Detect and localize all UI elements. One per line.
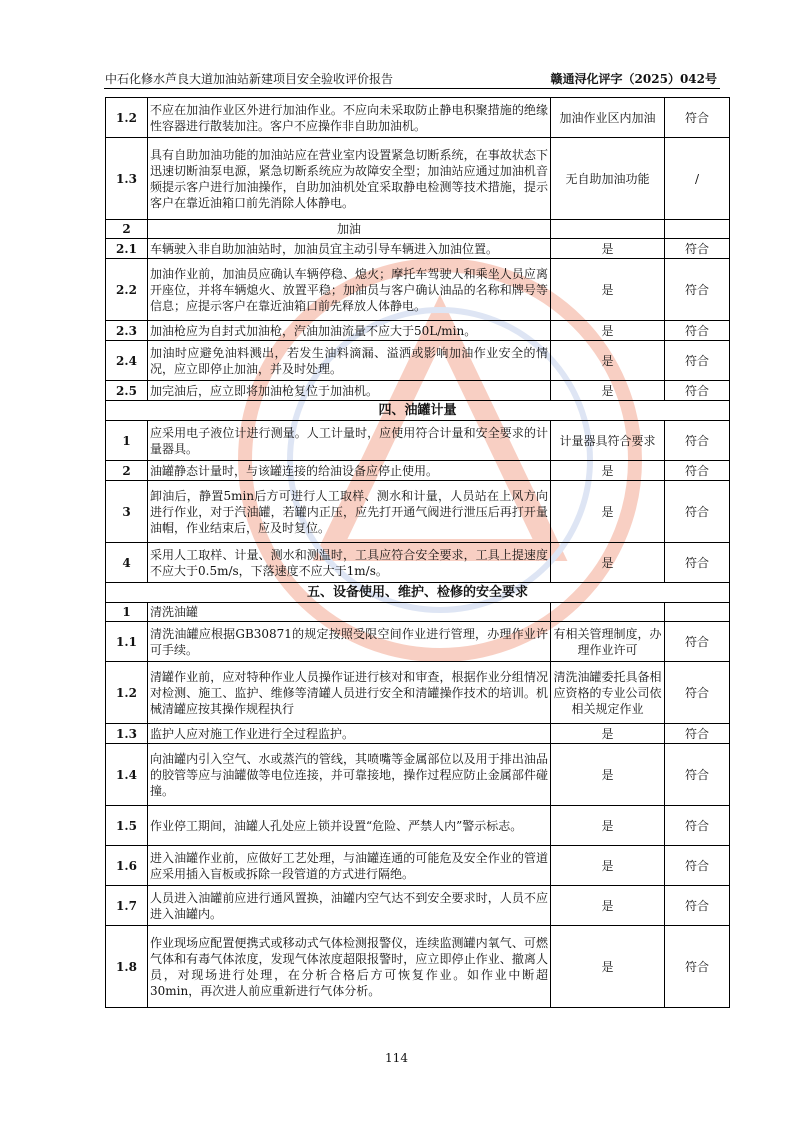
item-requirement: 加油作业前，加油员应确认车辆停稳、熄火；摩托车驾驶人和乘坐人员应离开座位，并将车辆熄火、放置平稳；加油员与客户确认油品的名称和牌号等信息；应提示客户在靠近油箱口前先释放人体静电。 [148,259,551,321]
table-row [106,98,730,138]
item-actual-status: 是 [551,543,665,583]
item-number: 1.7 [106,886,148,926]
item-actual-status: 是 [551,724,665,744]
item-conclusion: 符合 [665,744,730,806]
item-actual-status: 是 [551,321,665,341]
item-conclusion: 符合 [665,98,730,138]
item-number: 1.1 [106,622,148,662]
item-requirement: 作业现场应配置便携式或移动式气体检测报警仪，连续监测罐内氧气、可燃气体和有毒气体浓度，发现气体浓度超限报警时，应立即停止作业、撤离人员，对现场进行处理，在分析合格后方可恢复作业。如作业中断超30min，再次进人前应重新进行气体分析。 [148,926,551,1008]
acceptance-checklist-table [105,97,730,1008]
item-requirement: 人员进入油罐前应进行通风置换，油罐内空气达不到安全要求时，人员不应进入油罐内。 [148,886,551,926]
table-row [106,381,730,401]
table-row [106,622,730,662]
item-actual-status: 是 [551,886,665,926]
table-row [106,259,730,321]
item-requirement: 采用人工取样、计量、测水和测温时，工具应符合安全要求，工具上提速度不应大于0.5m/s，下落速度不应大于1m/s。 [148,543,551,583]
item-actual-status: 是 [551,481,665,543]
table-row [106,341,730,381]
item-actual-status: 是 [551,239,665,259]
item-conclusion: 符合 [665,421,730,461]
table-row [106,421,730,461]
item-actual-status: 是 [551,744,665,806]
item-requirement: 卸油后，静置5min后方可进行人工取样、测水和计量，人员站在上风方向进行作业，对于汽油罐，若罐内正压，应先打开通气阀进行泄压后再打开量油帽，作业结束后，应及时复位。 [148,481,551,543]
item-number: 2 [106,461,148,481]
item-requirement: 清洗油罐应根据GB30871的规定按照受限空间作业进行管理，办理作业许可手续。 [148,622,551,662]
item-number: 2 [106,220,148,239]
item-number: 2.5 [106,381,148,401]
item-number: 2.2 [106,259,148,321]
table-row [106,543,730,583]
item-number: 1.8 [106,926,148,1008]
item-conclusion [665,603,730,622]
table-row [106,662,730,724]
checklist-body [106,98,730,1008]
item-actual-status: 有相关管理制度，办理作业许可 [551,622,665,662]
document-number: 赣通浔化评字（2025）042号 [550,72,717,86]
item-requirement: 向油罐内引入空气、水或蒸汽的管线，其喷嘴等金属部位以及用于排出油品的胶管等应与油罐做等电位连接，并可靠接地，操作过程应防止金属部件碰撞。 [148,744,551,806]
section-heading-row [106,583,730,603]
table-row [106,603,730,622]
page-number: 114 [385,1051,408,1065]
item-actual-status: 加油作业区内加油 [551,98,665,138]
item-actual-status: 是 [551,341,665,381]
item-actual-status [551,603,665,622]
item-conclusion [665,220,730,239]
table-row [106,926,730,1008]
item-conclusion: 符合 [665,341,730,381]
item-number: 1.3 [106,724,148,744]
section-heading: 五、设备使用、维护、检修的安全要求 [106,583,730,603]
item-conclusion: 符合 [665,846,730,886]
item-requirement: 作业停工期间，油罐人孔处应上锁并设置“危险、严禁人内”警示标志。 [148,806,551,846]
item-requirement: 加完油后，应立即将加油枪复位于加油机。 [148,381,551,401]
item-requirement: 油罐静态计量时，与该罐连接的给油设备应停止使用。 [148,461,551,481]
item-requirement: 加油枪应为自封式加油枪，汽油加油流量不应大于50L/min。 [148,321,551,341]
item-number: 2.1 [106,239,148,259]
item-conclusion: 符合 [665,662,730,724]
item-conclusion: 符合 [665,381,730,401]
item-conclusion: 符合 [665,259,730,321]
table-row [106,724,730,744]
item-conclusion: 符合 [665,543,730,583]
table-row [106,239,730,259]
item-number: 1.5 [106,806,148,846]
item-conclusion: 符合 [665,321,730,341]
table-row [106,744,730,806]
item-conclusion: 符合 [665,926,730,1008]
item-actual-status: 无自助加油功能 [551,138,665,220]
item-requirement: 具有自助加油功能的加油站应在营业室内设置紧急切断系统，在事故状态下迅速切断油泵电源，紧急切断系统应为故障安全型；加油站应通过加油机音频提示客户进行加油操作，自助加油机处宜采取静电检测等技术措施，提示客户在靠近油箱口前先消除人体静电。 [148,138,551,220]
item-number: 1 [106,603,148,622]
report-title: 中石化修水芦良大道加油站新建项目安全验收评价报告 [105,72,394,86]
item-number: 3 [106,481,148,543]
table-row [106,321,730,341]
item-number: 1.2 [106,662,148,724]
item-actual-status: 是 [551,259,665,321]
item-requirement: 加油时应避免油料溅出，若发生油料滴漏、溢洒或影响加油作业安全的情况，应立即停止加油，并及时处理。 [148,341,551,381]
item-requirement: 清罐作业前，应对特种作业人员操作证进行核对和审查，根据作业分组情况对检测、施工、监护、维修等清罐人员进行安全和清罐操作技术的培训。机械清罐应按其操作规程执行 [148,662,551,724]
table-row [106,806,730,846]
item-number: 1.6 [106,846,148,886]
item-conclusion: 符合 [665,622,730,662]
item-requirement: 加油 [148,220,551,239]
item-number: 4 [106,543,148,583]
item-conclusion: 符合 [665,239,730,259]
table-row [106,886,730,926]
item-actual-status: 清洗油罐委托具备相应资格的专业公司依相关规定作业 [551,662,665,724]
item-requirement: 监护人应对施工作业进行全过程监护。 [148,724,551,744]
item-actual-status: 是 [551,806,665,846]
item-number: 1.4 [106,744,148,806]
item-conclusion: 符合 [665,461,730,481]
item-actual-status: 是 [551,381,665,401]
item-requirement: 应采用电子液位计进行测量。人工计量时，应使用符合计量和安全要求的计量器具。 [148,421,551,461]
section-heading-row [106,401,730,421]
item-conclusion: / [665,138,730,220]
item-actual-status: 是 [551,846,665,886]
item-conclusion: 符合 [665,481,730,543]
item-actual-status: 是 [551,461,665,481]
item-conclusion: 符合 [665,806,730,846]
item-requirement: 清洗油罐 [148,603,551,622]
header-divider [104,88,720,89]
item-requirement: 不应在加油作业区外进行加油作业。不应向未采取防止静电积聚措施的绝缘性容器进行散装加注。客户不应操作非自助加油机。 [148,98,551,138]
item-actual-status: 是 [551,926,665,1008]
table-row [106,846,730,886]
item-conclusion: 符合 [665,886,730,926]
table-row [106,481,730,543]
table-row [106,220,730,239]
item-number: 2.3 [106,321,148,341]
item-requirement: 车辆驶入非自助加油站时，加油员宜主动引导车辆进入加油位置。 [148,239,551,259]
item-number: 2.4 [106,341,148,381]
item-conclusion: 符合 [665,724,730,744]
table-row [106,461,730,481]
item-number: 1 [106,421,148,461]
item-actual-status: 计量器具符合要求 [551,421,665,461]
item-number: 1.2 [106,98,148,138]
item-number: 1.3 [106,138,148,220]
item-actual-status [551,220,665,239]
table-row [106,138,730,220]
section-heading: 四、油罐计量 [106,401,730,421]
item-requirement: 进入油罐作业前，应做好工艺处理，与油罐连通的可能危及安全作业的管道应采用插入盲板或拆除一段管道的方式进行隔绝。 [148,846,551,886]
